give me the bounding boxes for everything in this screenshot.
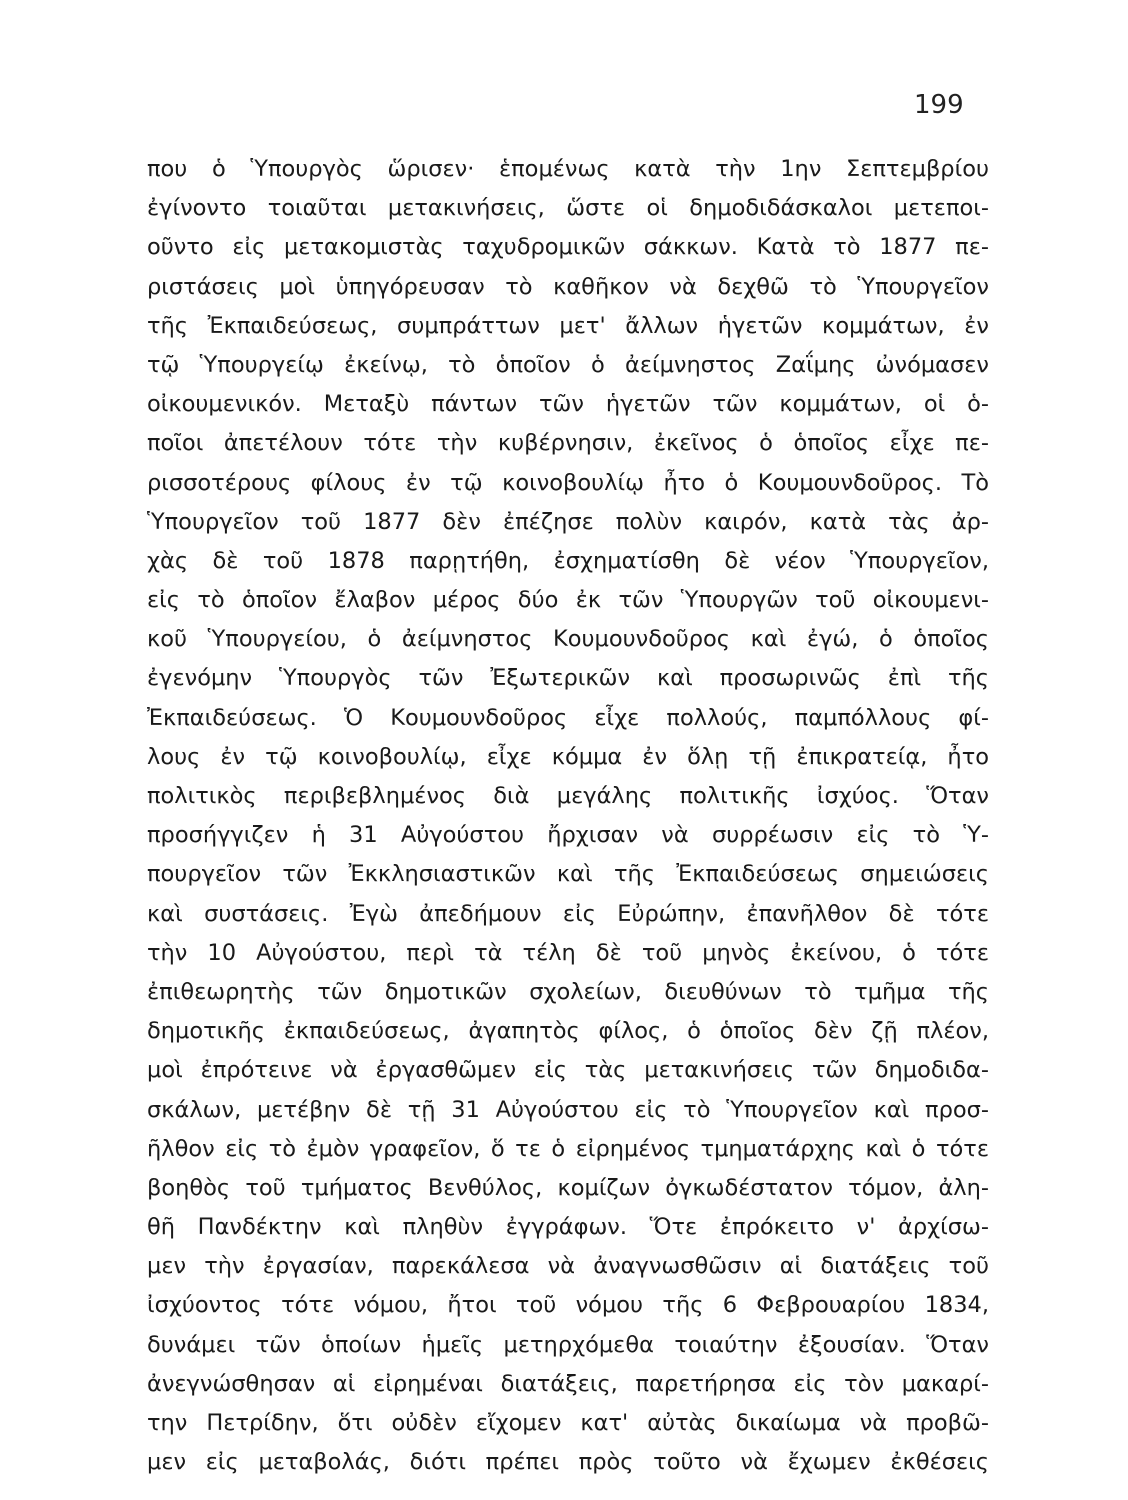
text-line: δυνάμει τῶν ὁποίων ἡμεῖς μετηρχόμεθα τοιαύτην ἐξουσίαν. Ὅταν xyxy=(147,1331,989,1358)
text-line: οῦντο εἰς μετακομιστὰς ταχυδρομικῶν σάκκων. Κατὰ τὸ 1877 πε- xyxy=(147,234,989,261)
text-line: εἰς τὸ ὁποῖον ἔλαβον μέρος δύο ἐκ τῶν Ὑπουργῶν τοῦ οἰκουμενι- xyxy=(147,587,989,614)
text-line: Ὑπουργεῖον τοῦ 1877 δὲν ἐπέζησε πολὺν καιρόν, κατὰ τὰς ἀρ- xyxy=(147,508,989,535)
text-line: κοῦ Ὑπουργείου, ὁ ἀείμνηστος Κουμουνδοῦρος καὶ ἐγώ, ὁ ὁποῖος xyxy=(147,626,989,653)
body-text xyxy=(147,150,989,1482)
text-line: ἐγενόμην Ὑπουργὸς τῶν Ἐξωτερικῶν καὶ προσωρινῶς ἐπὶ τῆς xyxy=(147,665,989,692)
text-line: ρισσοτέρους φίλους ἐν τῷ κοινοβουλίῳ ἦτο ὁ Κουμουνδοῦρος. Τὸ xyxy=(147,469,989,496)
text-line: μεν τὴν ἐργασίαν, παρεκάλεσα νὰ ἀναγνωσθῶσιν αἱ διατάξεις τοῦ xyxy=(147,1253,989,1280)
text-line: θῆ Πανδέκτην καὶ πληθὺν ἐγγράφων. Ὅτε ἐπρόκειτο ν' ἀρχίσω- xyxy=(147,1214,989,1241)
text-line: βοηθὸς τοῦ τμήματος Βενθύλος, κομίζων ὀγκωδέστατον τόμον, ἀλη- xyxy=(147,1174,989,1201)
text-line: τὴν 10 Αὐγούστου, περὶ τὰ τέλη δὲ τοῦ μηνὸς ἐκείνου, ὁ τότε xyxy=(147,939,989,966)
text-line: που ὁ Ὑπουργὸς ὥρισεν· ἑπομένως κατὰ τὴν 1ην Σεπτεμβρίου xyxy=(147,156,989,182)
text-line: τῆς Ἐκπαιδεύσεως, συμπράττων μετ' ἄλλων ἡγετῶν κομμάτων, ἐν xyxy=(147,312,989,339)
text-line: τῷ Ὑπουργείῳ ἐκείνῳ, τὸ ὁποῖον ὁ ἀείμνηστος Ζαΐμης ὠνόμασεν xyxy=(147,351,989,378)
text-line: ἐπιθεωρητὴς τῶν δημοτικῶν σχολείων, διευθύνων τὸ τμῆμα τῆς xyxy=(147,978,989,1005)
text-line: ποῖοι ἀπετέλουν τότε τὴν κυβέρνησιν, ἐκεῖνος ὁ ὁποῖος εἶχε πε- xyxy=(147,430,989,457)
text-line: ριστάσεις μοὶ ὑπηγόρευσαν τὸ καθῆκον νὰ δεχθῶ τὸ Ὑπουργεῖον xyxy=(147,273,989,300)
text-line: σκάλων, μετέβην δὲ τῇ 31 Αὐγούστου εἰς τὸ Ὑπουργεῖον καὶ προσ- xyxy=(147,1096,989,1123)
text-line: οἰκουμενικόν. Μεταξὺ πάντων τῶν ἡγετῶν τῶν κομμάτων, οἱ ὁ- xyxy=(147,391,989,418)
text-line: ἰσχύοντος τότε νόμου, ἤτοι τοῦ νόμου τῆς 6 Φεβρουαρίου 1834, xyxy=(147,1292,989,1319)
text-line: χὰς δὲ τοῦ 1878 παρῃτήθη, ἐσχηματίσθη δὲ νέον Ὑπουργεῖον, xyxy=(147,547,989,574)
text-line: ἐγίνοντο τοιαῦται μετακινήσεις, ὥστε οἱ δημοδιδάσκαλοι μετεποι- xyxy=(147,195,989,222)
text-line: ῆλθον εἰς τὸ ἐμὸν γραφεῖον, ὅ τε ὁ εἰρημένος τμηματάρχης καὶ ὁ τότε xyxy=(147,1135,989,1162)
text-line: πολιτικὸς περιβεβλημένος διὰ μεγάλης πολιτικῆς ἰσχύος. Ὅταν xyxy=(147,783,989,809)
text-line: δημοτικῆς ἐκπαιδεύσεως, ἀγαπητὸς φίλος, ὁ ὁποῖος δὲν ζῇ πλέον, xyxy=(147,1018,989,1045)
text-line: λους ἐν τῷ κοινοβουλίῳ, εἶχε κόμμα ἐν ὅλῃ τῇ ἐπικρατείᾳ, ἦτο xyxy=(147,743,989,770)
text-line: προσήγγιζεν ἡ 31 Αὐγούστου ἤρχισαν νὰ συρρέωσιν εἰς τὸ Ὑ- xyxy=(147,822,989,849)
text-line: μεν εἰς μεταβολάς, διότι πρέπει πρὸς τοῦτο νὰ ἔχωμεν ἐκθέσεις xyxy=(147,1449,989,1476)
text-line: Ἐκπαιδεύσεως. Ὁ Κουμουνδοῦρος εἶχε πολλούς, παμπόλλους φί- xyxy=(147,704,989,731)
text-line: καὶ συστάσεις. Ἐγὼ ἀπεδήμουν εἰς Εὐρώπην, ἐπανῆλθον δὲ τότε xyxy=(147,900,989,927)
page-number: 199 xyxy=(914,90,964,120)
text-line: την Πετρίδην, ὅτι οὐδὲν εἴχομεν κατ' αὐτὰς δικαίωμα νὰ προβῶ- xyxy=(147,1410,989,1436)
text-line: μοὶ ἐπρότεινε νὰ ἐργασθῶμεν εἰς τὰς μετακινήσεις τῶν δημοδιδα- xyxy=(147,1057,989,1084)
text-line: πουργεῖον τῶν Ἐκκλησιαστικῶν καὶ τῆς Ἐκπαιδεύσεως σημειώσεις xyxy=(147,861,989,888)
text-line: ἀνεγνώσθησαν αἱ εἰρημέναι διατάξεις, παρετήρησα εἰς τὸν μακαρί- xyxy=(147,1370,989,1397)
